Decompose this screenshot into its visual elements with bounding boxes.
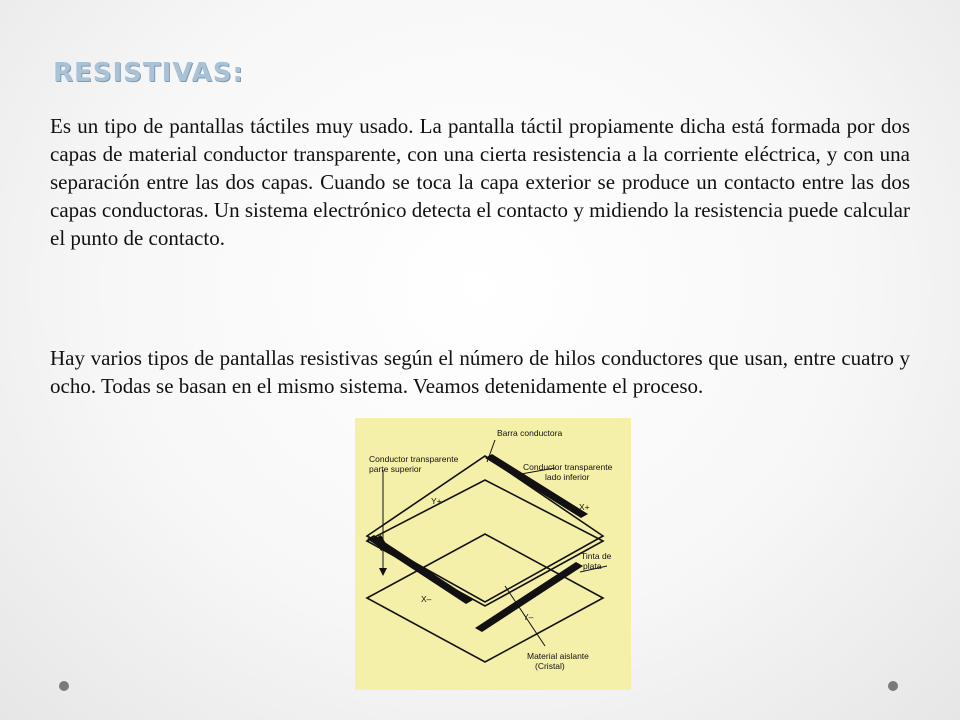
label-barra: Barra conductora — [497, 428, 563, 438]
paragraph-types: Hay varios tipos de pantallas resistivas según el número de hilos conductores que usan, entre cuatro y ocho. Todas se basan en el mismo sistema. Veamos detenidamente el proceso. — [50, 346, 910, 398]
arrow-head — [379, 568, 387, 576]
label-y-minus: Y– — [523, 612, 534, 622]
label-x-plus: X+ — [579, 502, 590, 512]
label-y-plus: Y+ — [431, 496, 442, 506]
label-aislante-2: (Cristal) — [535, 661, 565, 671]
insulating-layer — [367, 534, 603, 662]
label-x-minus: X– — [421, 594, 432, 604]
next-slide-dot[interactable] — [888, 681, 898, 691]
label-bottom-layer-1: Conductor transparente — [523, 462, 613, 472]
label-top-layer-1: Conductor transparente — [369, 454, 459, 464]
label-tinta-1: Tinta de — [581, 551, 612, 561]
diagram-svg — [355, 418, 631, 690]
label-bottom-layer-2: lado inferior — [545, 472, 590, 482]
label-aislante-1: Material aislante — [527, 651, 589, 661]
label-tinta-2: plata — [583, 561, 602, 571]
paragraph-intro: Es un tipo de pantallas táctiles muy usado. La pantalla táctil propiamente dicha está formada por dos capas de material conductor transparente, con una cierta resistencia a la corriente eléctrica, y con una separación entre las dos capas. Cuando se toca la capa exterior se produce un contacto entre las dos capas conductoras. Un sistema electrónico detecta el contacto y midiendo la resistencia puede calcular el punto de contacto. — [50, 114, 910, 250]
label-top-layer-2: parte superior — [369, 464, 422, 474]
resistive-screen-diagram — [355, 418, 631, 690]
previous-slide-dot[interactable] — [59, 681, 69, 691]
slide-title: RESISTIVAS: — [53, 58, 244, 88]
lower-conductor-layer — [367, 480, 603, 606]
